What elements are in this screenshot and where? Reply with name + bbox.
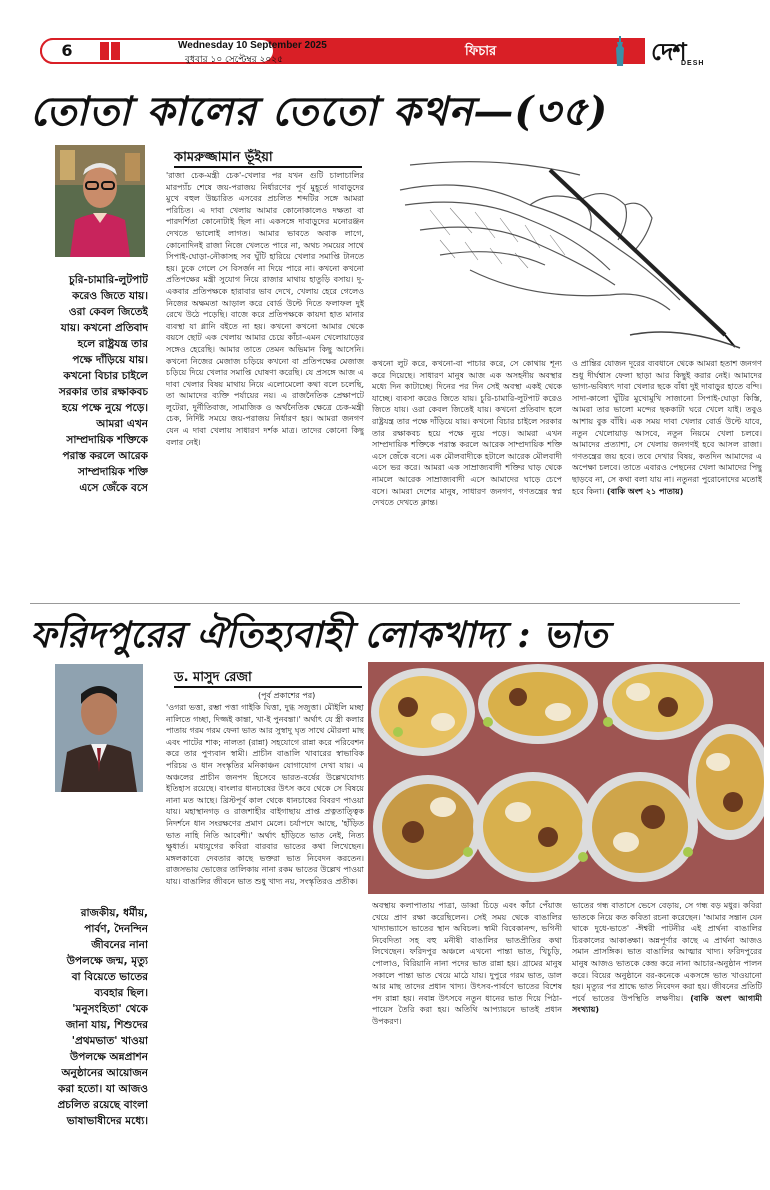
article2-prev-note: (পূর্ব প্রকাশের পর) xyxy=(258,691,316,700)
article2-author-rule xyxy=(174,686,362,688)
article2-column-2: অবস্থায় কলাপাতায় পাত্রা, ডাব্বা চিড়ে এবং কাঁচা পেঁয়াজ খেয়ে প্রাণ রক্ষা করেছিলেন। সেই সময় থেকে বাঙালির খাদ্যাভ্যাসে ভাতের স্থান অবিচল। স্বামী বিবেকানন্দ, ভগিনী নিবেদিতা সহ বহু মনীষী বাঙালির ভাতপ্রীতির কথা লিখেছেন। ফরিদপুর অঞ্চলে এখনো পান্তা ভাত, খিচুড়ি, পোলাও, বিরিয়ানি নানা পদের ভাত রান্না হয়। গ্রামের মানুষ সকালে পান্তা ভাত খেয়ে মাঠে যায়। দুপুরে গরম ভাত, ডাল আর মাছ তাদের প্রধান খাদ্য। উৎসব-পার্বণে ভাতের বিশেষ পদ রান্না হয়। নবান্ন উৎসবে নতুন ধানের ভাত দিয়ে পিঠা-পায়েস তৈরি করা হয়। অতিথি আপ্যায়নে ভাতই প্রধান উপকরণ। xyxy=(372,901,562,1026)
article2-column-3 xyxy=(572,900,762,1182)
page-number: 6 xyxy=(61,41,73,60)
date-bangla: বুধবার ১০ সেপ্টেম্বর ২০২৫ xyxy=(185,55,283,65)
article2-continued-note: (বাকি অংশ আগামী সংখ্যায়) xyxy=(572,993,762,1015)
article1-column-3 xyxy=(572,358,762,596)
article2-author: ড. মাসুদ রেজা xyxy=(174,670,252,685)
author2-photo xyxy=(55,664,143,792)
page-header xyxy=(0,0,770,72)
article2-column-1: 'ওগরা ভত্তা, রম্ভা পত্তা গাইকি ঘিত্তা, দুগ্ধ সজুত্তা। মৌইলি মচ্ছা নালিতে গচ্ছা, দিজ্জই কান্তা, খা-ই পুনবন্তা।' অর্থাৎ যে স্ত্রী কলার পাতায় গরম গরম ফেনা ভাত আর সুস্বাদু ঘৃত সাথে মৌরলা মাছ এবং পাটের শাক; নালতা (রান্না) সহযোগে রান্না করে পরিবেশন করে তার পুণ্যবান স্বামী। প্রাচীন বাঙালি খাবারের স্বাভাবিক পরিচয় ও ধান সংস্কৃতির মনিকাঞ্চন যোগাযোগ দেখা যায়। এ অঞ্চলের প্রাচীন জনপদ হিসেবে ভারত-বর্ষের উল্লেখযোগ্য ইতিহাস রয়েছে। বাংলার ধানচাষের উৎস কবে থেকে সে বিষয়ে নানা মত আছে। খ্রিস্টপূর্ব কাল থেকে ধানচাষের বিবরণ পাওয়া যায়। মহাস্থানগড় ও রাজশাহীর বাইগাছায় প্রাপ্ত প্রত্নতাত্ত্বিক নিদর্শনে ধান সংরক্ষণের প্রমাণ মেলে। চর্যাপদে আছে, 'হাঁড়িত ভাত নাহি নিতি আবেশী।' অর্থাৎ হাঁড়িতে ভাত নেই, নিত্য ক্ষুধার্ত। মধ্যযুগের কবিরা বারবার ভাতের কথা লিখেছেন। মঙ্গলকাব্যে দেবতার কাছে ভক্তরা ভাত নিবেদন করতেন। রাজসভায় ভোজের তালিকায় নানা রকম ভাতের উল্লেখ পাওয়া যায়। বাঙালির জীবনে ভাত শুধু খাদ্য নয়, সংস্কৃতিরও প্রতীক। xyxy=(166,703,364,886)
article1-column-2: কখনো লুট করে, কখনো-বা পাচার করে, সে কোথায় শূন্য করে দিয়েছে। সাধারণ মানুষ আজ এক অসহনীয় অবস্থার মধ্যে দিন কাটাচ্ছে। দিনের পর দিন সেই অবস্থা একই থেকে যাচ্ছে। ব্যবসা করেও জিতে যায়। চুরি-চামারি-লুটপাট করেও জিতে যায়। ওরা কেবল জিতেই যায়। কখনো প্রতিবাদ হলে রাষ্ট্রযন্ত্র তার পক্ষে দাঁড়িয়ে যায়। কখনো বিচার চাইলে সরকার তার রক্ষাকবচ হয়ে পক্ষে নুয়ে পড়ে। আমরা এখন সাম্প্রদায়িক শক্তিকে পরাস্ত করলে আরেক সাম্প্রদায়িক শক্তি এসে জেঁকে বসে। এক মৌলবাদীকে হটালে আরেক মৌলবাদী এসে ভর করে। আমরা এক সাম্রাজ্যবাদী শক্তির ঘাড় থেকে নামলে আরেক সাম্রাজ্যবাদী এসে আমাদের ঘাড়ে চেপে বসে। আমরা দেশের মানুষ, সাধারণ জনগণ, গণতন্ত্রের স্বপ্ন দেখতে দেখতে ক্লান্ত। xyxy=(372,359,562,508)
article2-title: ফরিদপুরের ঐতিহ্যবাহী লোকখাদ্য : ভাত xyxy=(30,614,608,656)
article2-column-3-text: ভাতের গন্ধ বাতাসে ভেসে বেড়ায়, সে গন্ধ বড় মধুর। কবিরা ভাতকে নিয়ে কত কবিতা রচনা করেছেন। 'আমার সন্তান যেন থাকে দুধে-ভাতে' -ঈশ্বরী পাটনীর এই প্রার্থনা বাঙালির চিরকালের আকাঙ্ক্ষা। অন্নপূর্ণার কাছে এ প্রার্থনা আজও সমান প্রাসঙ্গিক। ভাত বাঙালির আত্মার খাদ্য। ফরিদপুরের মানুষ আজও ভাতকে কেন্দ্র করে নানা আচার-অনুষ্ঠান পালন করে। বিয়ের অনুষ্ঠানে বর-কনেকে একসঙ্গে ভাত খাওয়ানো হয়। মৃত্যুর পর শ্রাদ্ধে ভাত নিবেদন করা হয়। জীবনের প্রতিটি পর্বে ভাতের উপস্থিতি লক্ষণীয়। xyxy=(572,901,762,1003)
food-plates-photo xyxy=(368,662,764,894)
date-english: Wednesday 10 September 2025 xyxy=(178,40,327,51)
publication-logo xyxy=(645,34,735,70)
section-label: ফিচার xyxy=(465,44,497,59)
article1-title: তোতা কালের তেতো কথন—(৩৫) xyxy=(30,88,609,135)
logo-sub: DESH xyxy=(681,60,705,67)
article1-continued-note: (বাকি অংশ ২১ পাতায়) xyxy=(606,486,684,496)
article-divider xyxy=(30,603,740,604)
article1-pull-quote: চুরি-চামারি-লুটপাট করেও জিতে যায়। ওরা কেবল জিতেই যায়। কখনো প্রতিবাদ হলে রাষ্ট্রযন্ত্র তার পক্ষে দাঁড়িয়ে যায়। কখনো বিচার চাইলে সরকার তার রক্ষাকবচ হয়ে পক্ষে নুয়ে পড়ে। আমরা এখন সাম্প্রদায়িক শক্তিকে পরাস্ত করলে আরেক সাম্প্রদায়িক শক্তি এসে জেঁকে বসে xyxy=(58,274,148,494)
hand-writing-sketch-illustration xyxy=(380,150,760,355)
logo-main: দেশ xyxy=(651,38,686,66)
article1-author-rule xyxy=(174,166,362,168)
book-icon xyxy=(98,40,122,62)
statue-of-liberty-icon xyxy=(610,36,630,68)
article1-column-3-text: ও প্রান্তির যোজন দূরের ব্যবধানে থেকে আমরা হতাশ জনগণ শুধু দীর্ঘশ্বাস ফেলা ছাড়া আর কিছুই করার নেই। আমাদের ভাগ্য-ভবিষ্যৎ দাবা খেলার ছকে বাঁধা দুই দাবাড়ুর হাতে বন্দি। সাদা-কালো ঘুঁটির মুখোমুখি সাজানো সিপাই-ঘোড়া কিস্তি, আমরা তার ভালো মন্দের ছককাটা ঘরে খেলে যাই। তবুও আশায় বুক বাঁধি। এক সময় দাবা খেলার বোর্ড উল্টে যাবে, নতুন খেলোয়াড় আসবে, নতুন নিয়মে খেলা চলবে। আমাদের প্রত্যাশা, সে খেলায় জনগণই হবে আসল রাজা। গণতন্ত্রের জয় হবে। তবে দেখার বিষয়, কতদিন আমাদের এ অপেক্ষা চলবে। তাতে এবারও পেছনের খেলা আমাদের পিছু ছাড়বে না, সে কথা বলা যায় না। নতুনরা পুরোনোদের মতোই হবে কিনা। xyxy=(572,359,762,496)
article1-column-1: 'রাজা চেক-মন্ত্রী চেক'-খেলার পর যখন গুটি চালাচালির মারপ্যাঁচ শেষে জয়-পরাজয় নির্ধারণের পূর্ব মুহূর্তে দাবাড়ুদের মুখে বহুল উচ্চারিত এসবের প্রচলিত শব্দটির সঙ্গে আমরা পরিচিত। এ দাবা খেলায় আমার কোনোকালেও দক্ষতা বা পারদর্শিতা কোনোটাই ছিল না। একসঙ্গে দাবাড়ুদের মনোরঞ্জন দেখতে ভালোই লাগত। আমার ভাবতে অবাক লাগে, কোনোদিনই রাজা নিজে খেলতে পারে না, অথচ সময়ের সাথে সিপাই-ঘোড়া-নৌকাসহ সব ঘুঁটি হারিয়ে খেলার সমাপ্তি টানতে হয়। ঢুকে গেলে সে বিসর্জন না দিয়ে পারে না। কখনো কখনো প্রতিপক্ষের মন্ত্রী সুযোগ নিয়ে রাজার মাথায় হাতুড়ি বসায়। দু-একবার প্রতিপক্ষকে হারাবার ভাব দেখে, খেলায় হেরে গেলেও নিজের অক্ষমতা আড়াল করে বোর্ড উল্টে দিতে ফলাফল দুই রেখে উঠে পড়েছি। বাজে করে প্রতিপক্ষকে কায়দা হাত মানার ব্যবস্থা যা গ্লানি বইতে না হয়। কখনো কখনো আমার থেকে বয়সে ছোট এক খেলায় আমার চেয়ে কাঁচা-এমন খেলোয়াড়ের সঙ্গেও হেরেছি। আমার তাতে তেমন অভিমান কিছু আসেনি। কখনো নিজের মেজাজ চড়িয়ে কখনো বা প্রতিপক্ষের মেজাজ চড়িয়ে দিয়ে খেলার সমাপ্তি ঘোষণা করেছি। যে প্রসঙ্গে আজ এ দাবা খেলার বিষয় মাথায় নিয়ে এলোমেলো কথা বলে চলেছি, তা আমাদের ব্যক্তি পর্যায়ের নয়। এ রাজনৈতিক প্রেক্ষাপটে লুটেরা, দুর্নীতিবাজ, সামাজিক ও অর্থনৈতিক ক্ষেত্রে চেক-মন্ত্রী চেক, নির্দিষ্ট সময়ে জয়-পরাজয় নির্ধারণ হয়। আমরা জনগণ যেন এ দাবা খেলায় সাধারণ দর্শক মাত্র। তাদের কোনো কিছু বলার নেই। xyxy=(166,171,364,447)
author1-photo xyxy=(55,145,145,257)
article1-author: কামরুজ্জামান ভূঁইয়া xyxy=(174,150,273,165)
article2-pull-quote: রাজকীয়, ধর্মীয়, পার্বণ, দৈনন্দিন জীবনের নানা উপলক্ষে জন্ম, মৃত্যু বা বিয়েতে ভাতের ব্যবহার ছিল। 'মনুসংহিতা' থেকে জানা যায়, শিশুদের 'প্রথমভাত' খাওয়া উপলক্ষে অন্নপ্রাশন অনুষ্ঠানের আয়োজন করা হতো। যা আজও প্রচলিত রয়েছে বাংলা ভাষাভাষীদের মধ্যে। xyxy=(57,907,148,1127)
